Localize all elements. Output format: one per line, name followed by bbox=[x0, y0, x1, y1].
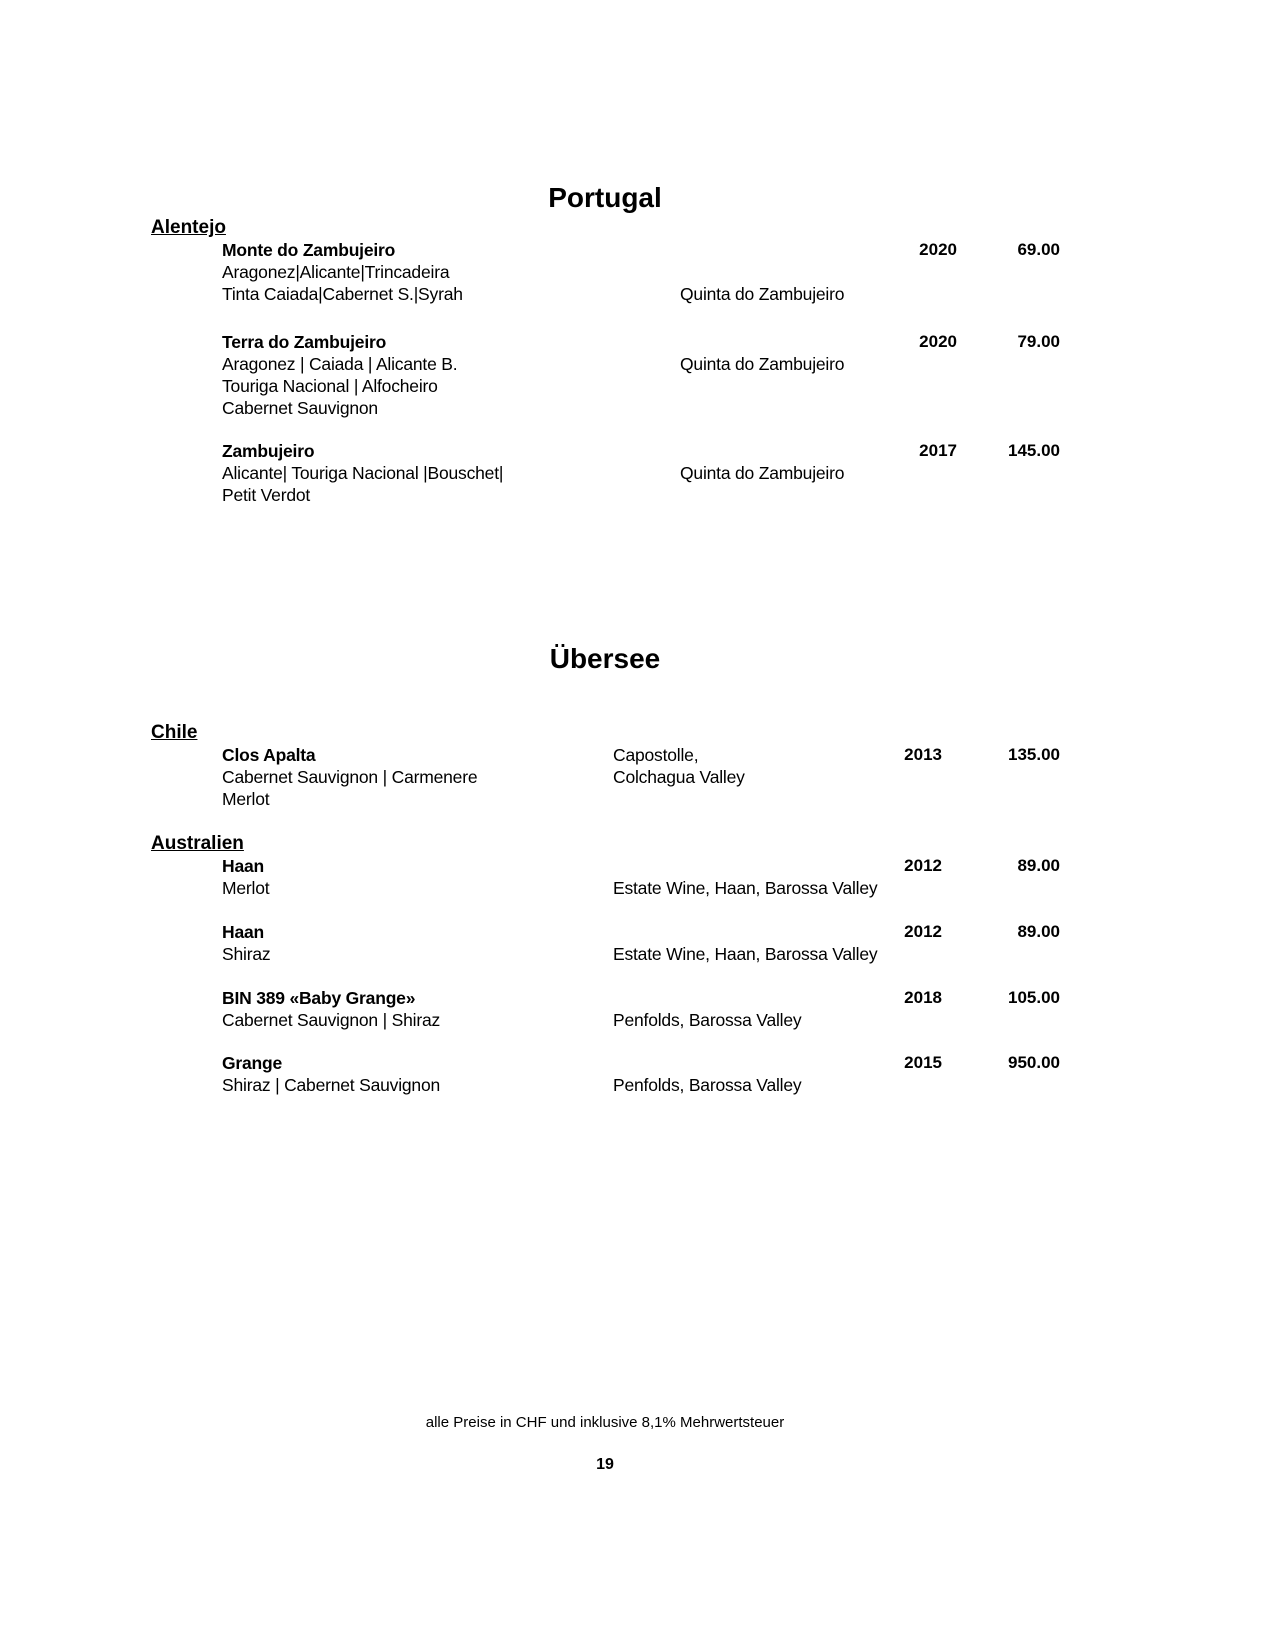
producer: Penfolds, Barossa Valley bbox=[613, 1075, 802, 1095]
grape-varieties: Cabernet Sauvignon | Carmenere bbox=[222, 767, 478, 787]
producer: Quinta do Zambujeiro bbox=[680, 284, 845, 304]
price: 135.00 bbox=[1008, 745, 1060, 764]
vintage-year: 2020 bbox=[919, 332, 957, 351]
grape-varieties: Shiraz bbox=[222, 944, 271, 964]
section-title: Portugal bbox=[548, 182, 662, 213]
wine-name: Haan bbox=[222, 922, 264, 942]
vintage-year: 2017 bbox=[919, 441, 957, 460]
vintage-year: 2018 bbox=[904, 988, 942, 1007]
wine-name: Grange bbox=[222, 1053, 283, 1073]
price: 79.00 bbox=[1017, 332, 1060, 351]
price: 89.00 bbox=[1017, 856, 1060, 875]
wine-name: Terra do Zambujeiro bbox=[222, 332, 387, 352]
grape-varieties: Alicante| Touriga Nacional |Bouschet| bbox=[222, 463, 504, 483]
wine-name: BIN 389 «Baby Grange» bbox=[222, 988, 416, 1008]
grape-varieties: Merlot bbox=[222, 789, 270, 809]
vintage-year: 2012 bbox=[904, 922, 942, 941]
price: 950.00 bbox=[1008, 1053, 1060, 1072]
wine-name: Zambujeiro bbox=[222, 441, 315, 461]
grape-varieties: Merlot bbox=[222, 878, 270, 898]
vintage-year: 2020 bbox=[919, 240, 957, 259]
producer: Quinta do Zambujeiro bbox=[680, 354, 845, 374]
wine-name: Monte do Zambujeiro bbox=[222, 240, 396, 260]
grape-varieties: Petit Verdot bbox=[222, 485, 311, 505]
grape-varieties: Cabernet Sauvignon | Shiraz bbox=[222, 1010, 441, 1030]
grape-varieties: Cabernet Sauvignon bbox=[222, 398, 378, 418]
vintage-year: 2015 bbox=[904, 1053, 942, 1072]
wine-name: Haan bbox=[222, 856, 264, 876]
price: 89.00 bbox=[1017, 922, 1060, 941]
grape-varieties: Aragonez|Alicante|Trincadeira bbox=[222, 262, 450, 282]
price: 69.00 bbox=[1017, 240, 1060, 259]
grape-varieties: Shiraz | Cabernet Sauvignon bbox=[222, 1075, 441, 1095]
price-note: alle Preise in CHF und inklusive 8,1% Mehrwertsteuer bbox=[425, 1414, 785, 1431]
producer: Penfolds, Barossa Valley bbox=[613, 1010, 802, 1030]
page-number: 19 bbox=[596, 1456, 614, 1473]
grape-varieties: Aragonez | Caiada | Alicante B. bbox=[222, 354, 458, 374]
producer: Colchagua Valley bbox=[613, 767, 745, 787]
producer: Estate Wine, Haan, Barossa Valley bbox=[613, 944, 878, 964]
section-title: Übersee bbox=[549, 643, 661, 674]
producer: Estate Wine, Haan, Barossa Valley bbox=[613, 878, 878, 898]
price: 105.00 bbox=[1008, 988, 1060, 1007]
region-heading: Chile bbox=[151, 722, 198, 743]
producer: Quinta do Zambujeiro bbox=[680, 463, 845, 483]
region-heading: Australien bbox=[151, 833, 244, 854]
wine-name: Clos Apalta bbox=[222, 745, 316, 765]
vintage-year: 2013 bbox=[904, 745, 942, 764]
region-heading: Alentejo bbox=[151, 217, 226, 238]
vintage-year: 2012 bbox=[904, 856, 942, 875]
grape-varieties: Tinta Caiada|Cabernet S.|Syrah bbox=[222, 284, 463, 304]
grape-varieties: Touriga Nacional | Alfocheiro bbox=[222, 376, 438, 396]
producer: Capostolle, bbox=[613, 745, 699, 765]
price: 145.00 bbox=[1008, 441, 1060, 460]
